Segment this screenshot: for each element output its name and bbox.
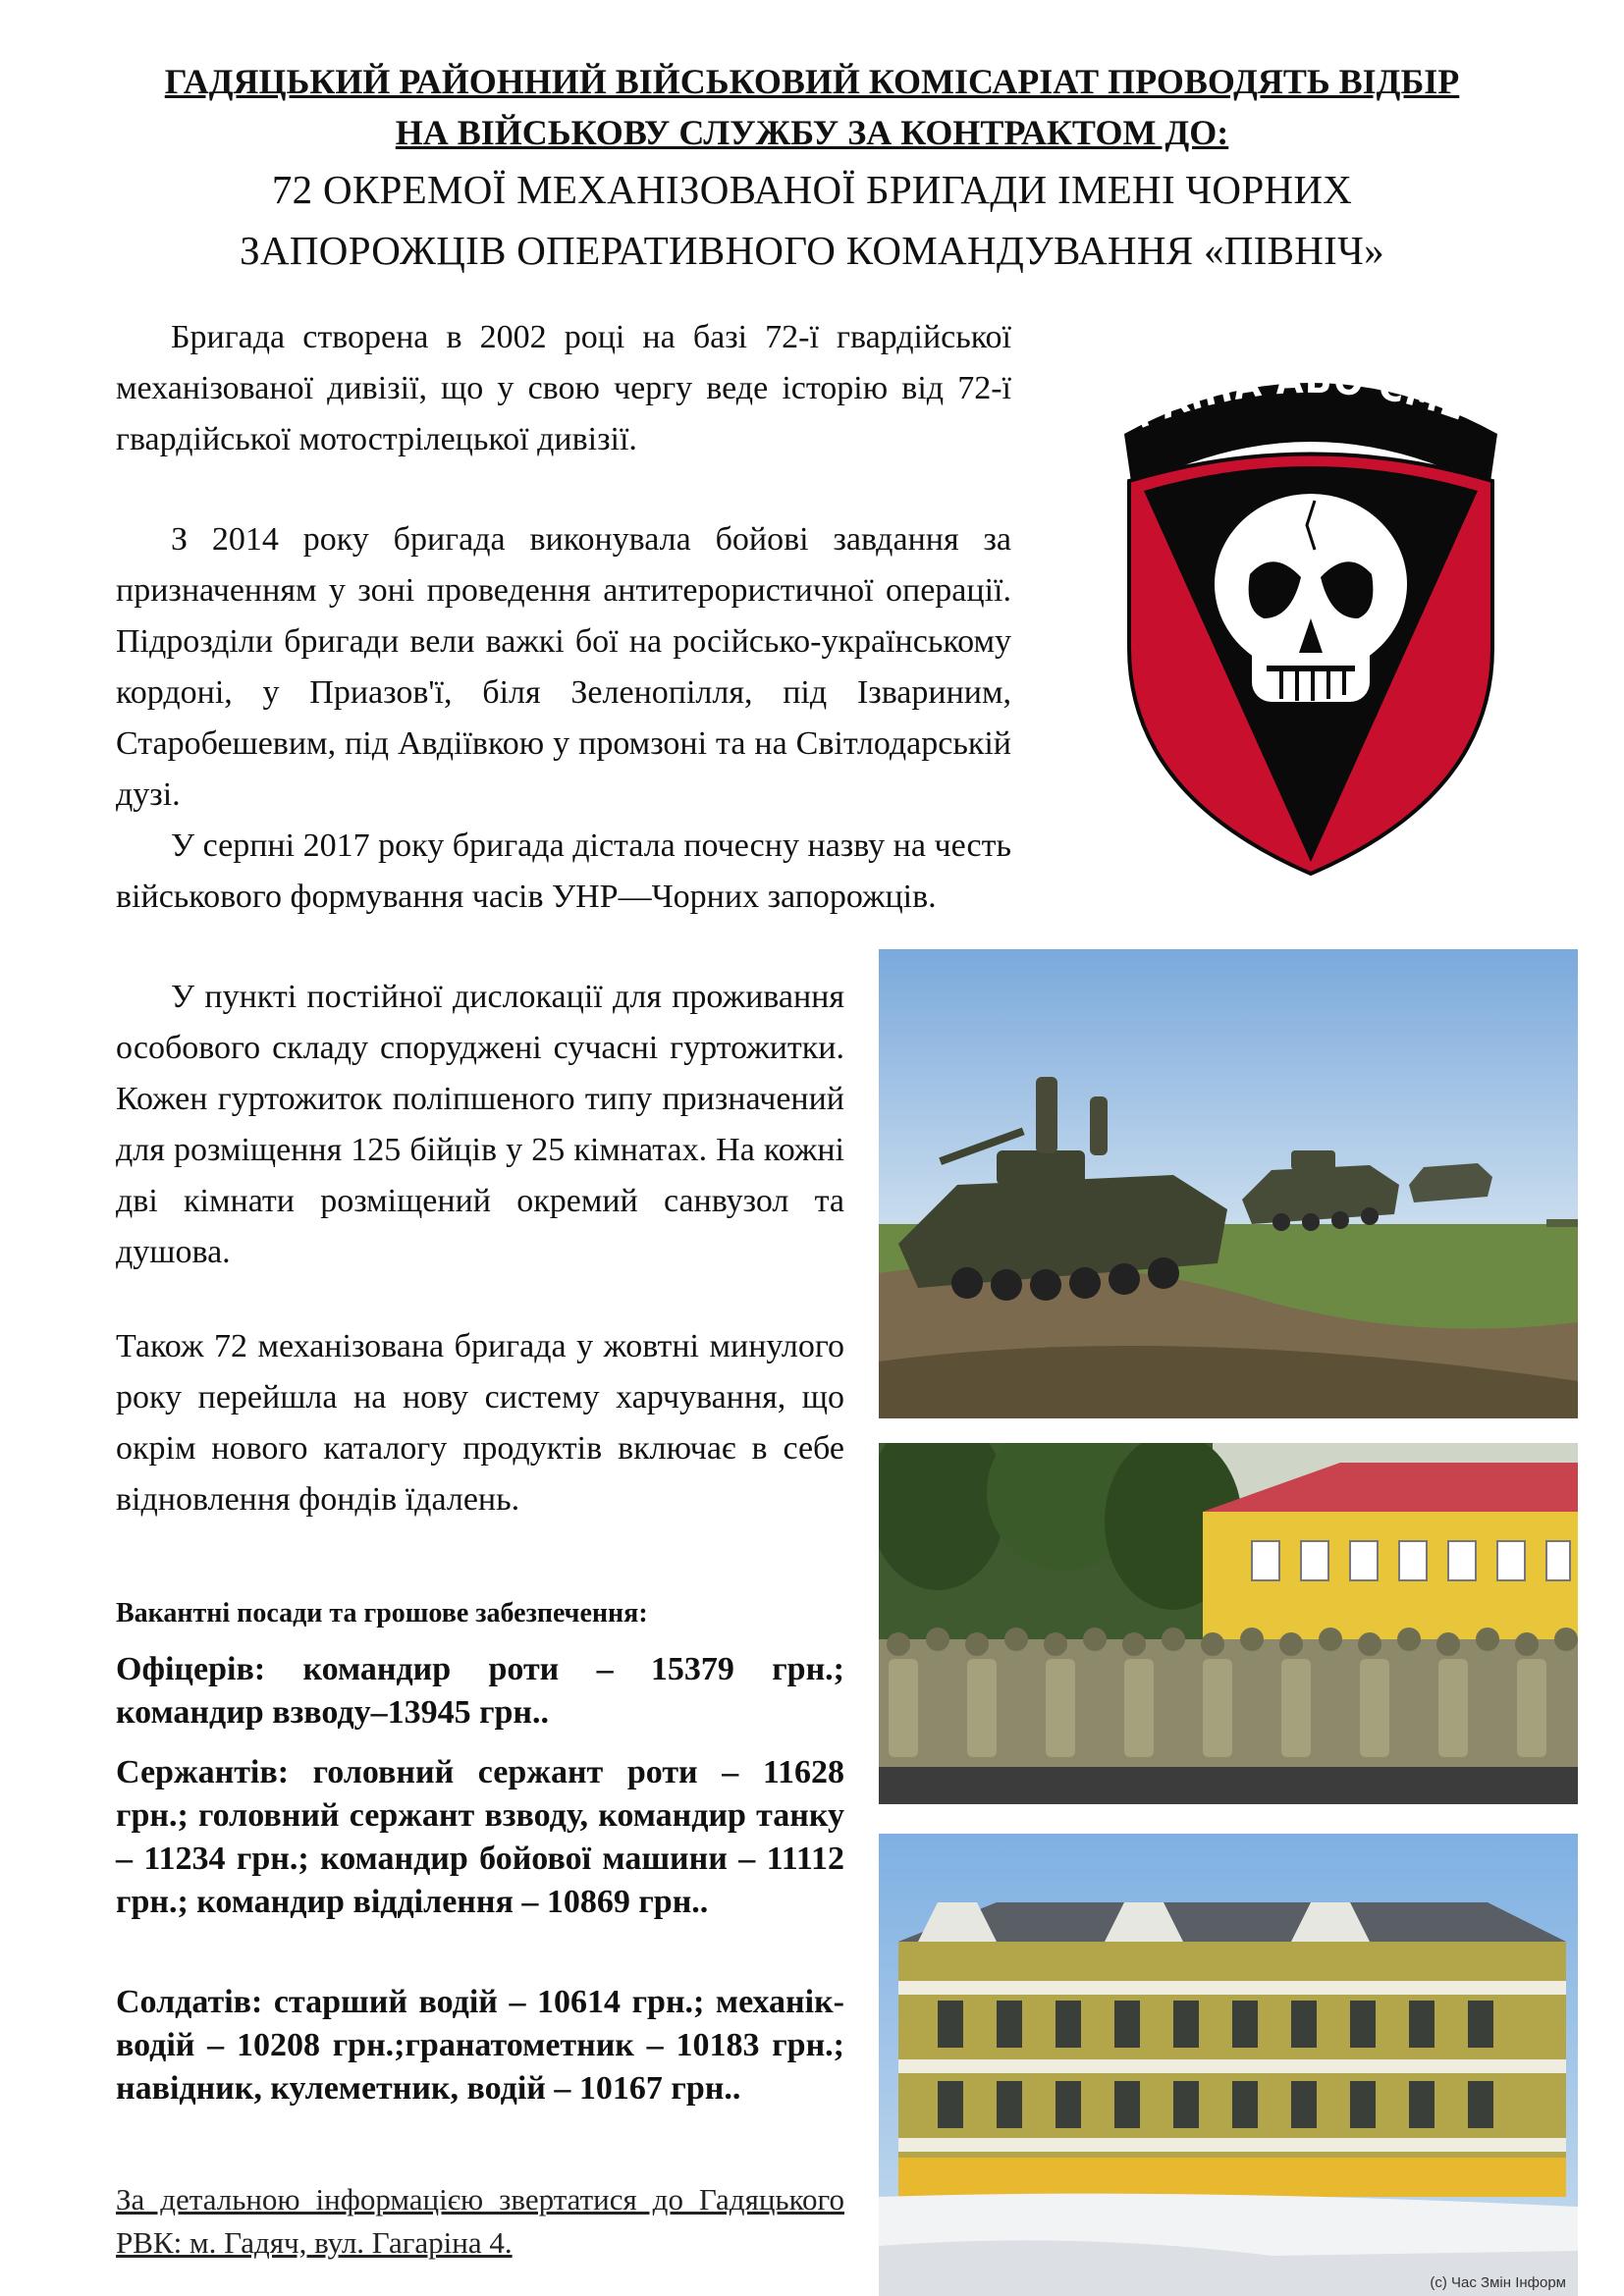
header-line-3: 72 ОКРЕМОЇ МЕХАНІЗОВАНОЇ БРИГАДИ ІМЕНІ ЧОРНИХ [271, 167, 1353, 212]
photo-dormitory-building [879, 1834, 1578, 2296]
paragraph-dormitories: У пункті постійної дислокації для проживання особового складу споруджені сучасні гуртожитки. Кожен гуртожиток поліпшеного типу призначений для розміщення 125 бійців у 25 кімнатах. На кожні дві кімнати розміщений окремий санвузол та душова. [116, 979, 844, 1270]
contact-info: За детальною інформацією звертатися до Гадяцького РВК: м. Гадяч, вул. Гагаріна 4. [116, 2182, 844, 2260]
paragraph-combat: З 2014 року бригада виконувала бойові завдання за призначенням у зоні проведення антитерористичної операції. Підрозділи бригади вели важкі бої на російсько-українському кордоні, у Приазов'ї, біля Зеленопілля, під Ізвариним, Старобешевим, під Авдіївкою у промзоні та на Світлодарській дузі. [116, 521, 1011, 813]
paragraph-honorary-name: У серпні 2017 року бригада дістала почесну назву на честь військового формування часів УНР—Чорних запорожців. [116, 828, 1011, 915]
photo-soldiers-formation [879, 1443, 1578, 1804]
header-line-1: ГАДЯЦЬКИЙ РАЙОННИЙ ВІЙСЬКОВИЙ КОМІСАРІАТ ПРОВОДЯТЬ ВІДБІР [164, 62, 1460, 101]
emblem-motto: РАЇНА АБО СМЕ [1126, 356, 1474, 439]
dormitory-building-image [879, 1834, 1578, 2296]
vacancies-title: Вакантні посади та грошове забезпечення: [116, 1598, 648, 1629]
header-line-2: НА ВІЙСЬКОВУ СЛУЖБУ ЗА КОНТРАКТОМ ДО: [395, 113, 1229, 152]
photo-credit: (c) Час Змін Інформ [1430, 2274, 1566, 2291]
soldiers-formation-image [879, 1443, 1578, 1804]
photo-armored-vehicles [879, 949, 1578, 1418]
armored-vehicles-image [879, 949, 1578, 1418]
header-line-4: ЗАПОРОЖЦІВ ОПЕРАТИВНОГО КОМАНДУВАННЯ «ПІВНІЧ» [240, 228, 1384, 273]
vacancies-soldiers: Солдатів: старший водій – 10614 грн.; механік-водій – 10208 грн.;гранатометник – 10183 грн.; навідник, кулеметник, водій – 10167 грн.. [116, 1984, 844, 2107]
paragraph-food-system: Також 72 механізована бригада у жовтні минулого року перейшла на нову систему харчування, що окрім нового каталогу продуктів включає в себе відновлення фондів їдалень. [116, 1328, 844, 1518]
vacancies-officers: Офіцерів: командир роти – 15379 грн.; командир взводу–13945 грн.. [116, 1651, 844, 1731]
paragraph-history: Бригада створена в 2002 році на базі 72-ї гвардійської механізованої дивізії, що у свою чергу веде історію від 72-ї гвардійської мотострілецької дивізії. [116, 319, 1011, 457]
brigade-emblem [1105, 324, 1517, 883]
vacancies-sergeants: Сержантів: головний сержант роти – 11628 грн.; головний сержант взводу, командир танку – 11234 грн.; командир бойової машини – 11112 грн.; командир відділення – 10869 грн.. [116, 1754, 844, 1920]
emblem-shield-icon [1105, 324, 1517, 883]
